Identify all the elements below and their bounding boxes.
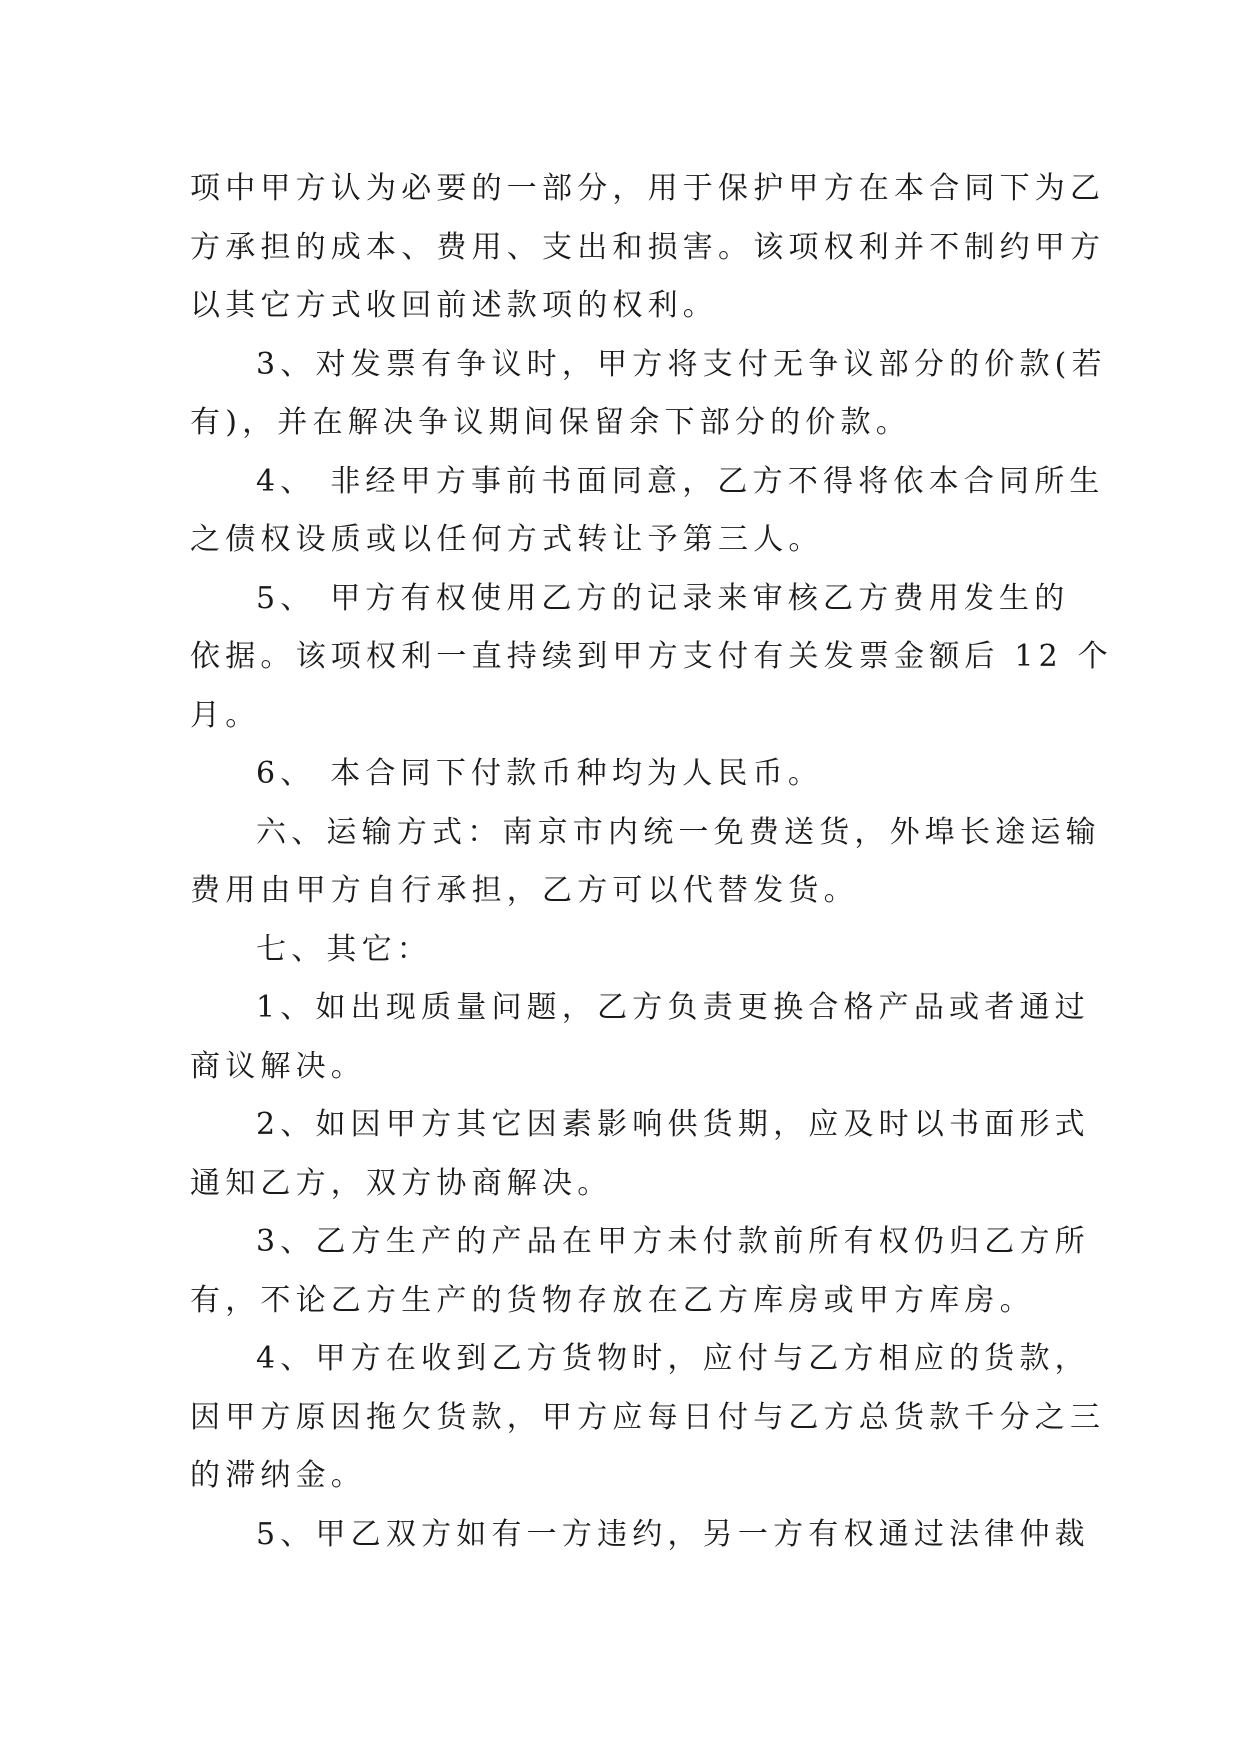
text-line: 依据。该项权利一直持续到甲方支付有关发票金额后 12 个 (190, 639, 1113, 674)
text-line: 5、 甲方有权使用乙方的记录来审核乙方费用发生的 (256, 580, 1070, 616)
paragraph-audit-rights (190, 570, 1113, 746)
text-line: 的滞纳金。 (190, 1458, 366, 1493)
paragraph-ownership (190, 1213, 1090, 1330)
text-line: 1、如出现质量问题，乙方负责更换合格产品或者通过 (256, 990, 1090, 1025)
paragraph-delivery-delay (190, 1096, 1090, 1213)
text-line: 七、其它： (256, 931, 432, 967)
text-line: 商议解决。 (190, 1048, 366, 1084)
paragraph-no-transfer (190, 453, 1105, 570)
text-line: 有)，并在解决争议期间保留余下部分的价款。 (190, 405, 911, 440)
text-line: 之债权设质或以任何方式转让予第三人。 (190, 522, 824, 557)
text-line: 2、如因甲方其它因素影响供货期，应及时以书面形式 (256, 1107, 1090, 1142)
text-line: 5、甲乙双方如有一方违约，另一方有权通过法律仲裁 (256, 1516, 1090, 1552)
text-line: 方承担的成本、费用、支出和损害。该项权利并不制约甲方 (190, 229, 1106, 265)
paragraph-transport (190, 804, 1101, 921)
paragraph-breach (190, 1506, 1090, 1565)
text-line: 6、 本合同下付款币种均为人民币。 (256, 756, 824, 791)
text-line: 月。 (190, 697, 261, 733)
text-line: 4、甲方在收到乙方货物时，应付与乙方相应的货款， (256, 1341, 1090, 1376)
text-line: 3、对发票有争议时，甲方将支付无争议部分的价款(若 (256, 346, 1107, 382)
text-line: 通知乙方，双方协商解决。 (190, 1165, 613, 1201)
text-line: 六、运输方式：南京市内统一免费送货，外埠长途运输 (256, 814, 1101, 850)
text-line: 项中甲方认为必要的一部分，用于保护甲方在本合同下为乙 (190, 171, 1106, 206)
text-line: 3、乙方生产的产品在甲方未付款前所有权仍归乙方所 (256, 1224, 1090, 1259)
paragraph-quality-issues (190, 979, 1090, 1096)
section-heading-other (190, 921, 1052, 980)
paragraph-rights-continuation (190, 160, 1106, 336)
text-line: 4、 非经甲方事前书面同意，乙方不得将依本合同所生 (256, 463, 1105, 499)
contract-text (190, 160, 1113, 1564)
text-line: 因甲方原因拖欠货款，甲方应每日付与乙方总货款千分之三 (190, 1399, 1106, 1435)
paragraph-late-payment (190, 1330, 1106, 1506)
text-line: 有，不论乙方生产的货物存放在乙方库房或甲方库房。 (190, 1282, 1035, 1318)
text-line: 费用由甲方自行承担，乙方可以代替发货。 (190, 873, 859, 908)
paragraph-currency (190, 745, 1052, 804)
paragraph-invoice-dispute (190, 336, 1107, 453)
text-line: 以其它方式收回前述款项的权利。 (190, 288, 718, 323)
